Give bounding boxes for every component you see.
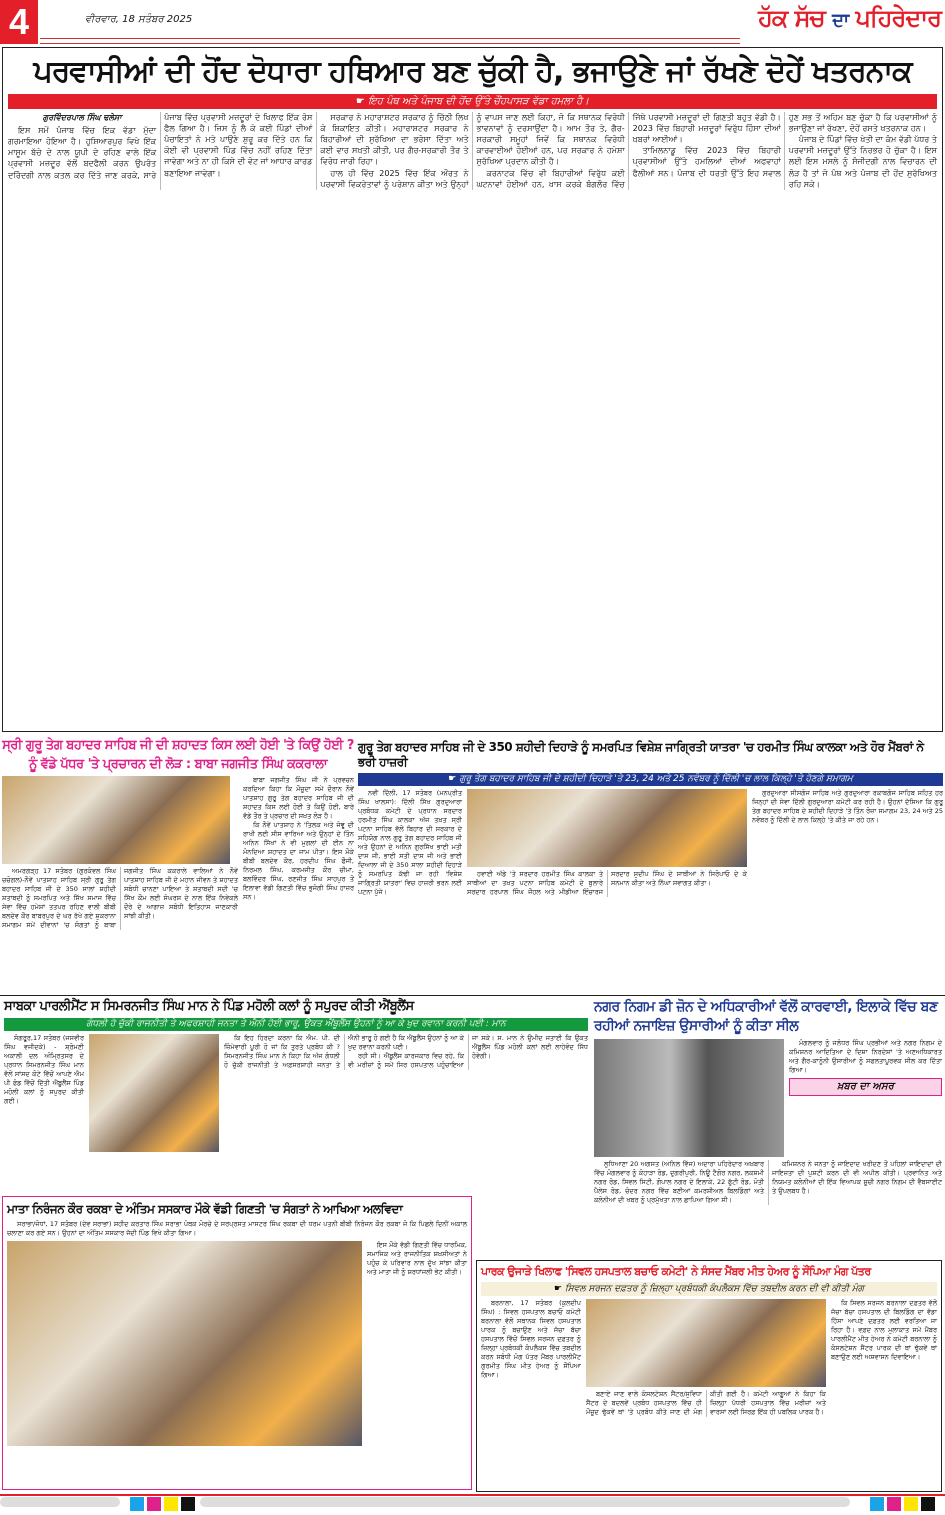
nagar-nigam-article bbox=[594, 998, 942, 1256]
park-strap: ☛ ਸਿਵਲ ਸਰਜਨ ਦਫ਼ਤਰ ਨੂੰ ਜ਼ਿਲ੍ਹਾ ਪ੍ਰਬੰਧਕੀ ਕੰਪਲੈਕਸ ਵਿੱਚ ਤਬਦੀਲ ਕਰਨ ਦੀ ਵੀ ਕੀਤੀ ਮੰਗ bbox=[481, 1282, 937, 1296]
park-article-box bbox=[476, 1260, 942, 1492]
mata-body-b bbox=[367, 1241, 467, 1277]
guru-left-headline-line2: ਨੂੰ ਵੱਡੇ ਪੱਧਰ 'ਤੇ ਪ੍ਰਚਾਰਨ ਦੀ ਲੋੜ : ਬਾਬਾ ਜਗਜੀਤ ਸਿੰਘ ਕਕਰਾਲਾ bbox=[28, 757, 328, 772]
paragraph: ਮੰਗਲਵਾਰ ਨੂੰ ਜਲੰਧਰ ਸਿੰਘ ਪ੍ਰਭੀਆਂ ਅਤੇ ਨਗਰ ਨਿਗਮ ਦੇ ਕਮਿਸ਼ਨਰ ਆਦਿਤਿਆ ਦੇ ਦਿਸ਼ਾ ਨਿਰਦੇਸ਼ਾਂ 'ਤੇ ਅਣਅਧਿਕਾਰਤ ਅਤੇ ਗੈਰ-ਕਾਨੂੰਨੀ ਉਸਾਰੀਆਂ ਨੂੰ ਸਫਲਤਾਪੂਰਵਕ ਸੀਲ ਕਰ ਦਿੱਤਾ ਗਿਆ। bbox=[789, 1039, 942, 1074]
park-body-b bbox=[586, 1390, 826, 1417]
footer-bar bbox=[0, 1497, 120, 1507]
mata-article-box bbox=[2, 1196, 472, 1490]
park-body-c bbox=[831, 1299, 937, 1362]
paragraph: ਪੰਜਾਬ ਦੇ ਪਿੰਡਾਂ ਵਿੱਚ ਖੇਤੀ ਦਾ ਕੰਮ ਵੱਡੀ ਪੱਧਰ ਤੇ ਪਰਵਾਸੀ ਮਜ਼ਦੂਰਾਂ ਉੱਤੇ ਨਿਰਭਰ ਹੋ ਚੁੱਕਾ ਹੈ। ਇਸ ਲਈ ਇਸ ਮਸਲੇ ਨੂੰ ਸੰਜੀਦਗੀ ਨਾਲ ਵਿਚਾਰਨ ਦੀ ਲੋੜ ਹੈ ਤਾਂ ਜੋ ਪੰਥ ਅਤੇ ਪੰਜਾਬ ਦੀ ਹੋਂਦ ਸੁਰੱਖਿਅਤ ਰਹਿ ਸਕੇ। bbox=[788, 134, 937, 189]
news-impact-label: ਖ਼ਬਰ ਦਾ ਅਸਰ bbox=[789, 1078, 942, 1096]
guru-right-body-a bbox=[358, 789, 462, 897]
ambulance-body-b bbox=[224, 1034, 588, 1070]
paragraph: ਕਿ ਨੌਵੇਂ ਪਾਤਸ਼ਾਹ ਨੇ 'ਤਿਲਕ ਅਤੇ ਜੰਞੂ ਦੀ ਰਾਖੀ ਲਈ ਸੀਸ ਵਾਰਿਆ ਅਤੇ ਉਨ੍ਹਾਂ ਦੇ ਤਿੰਨ ਅਨਿਨ ਸਿੱਖਾਂ ਨੇ ਵੀ ਮੁਗਲਾਂ ਦੀ ਈਨ ਨਾ ਮੰਨਦਿਆ ਸ਼ਹਾਦਤ ਦਾ ਜਾਮ ਪੀਤਾ। ਇਸ ਮੌਕੇ ਬੀਬੀ ਬਲਦੇਵ ਕੌਰ, ਹਰਦੀਪ ਸਿੰਘ ਫੌਜੀ, ਨਿਰਮਲ ਸਿੰਘ, ਕਰਮਜੀਤ ਕੌਰ ਚੀਮਾ, ਬਲਵਿੰਦਰ ਸਿੰਘ, ਰਣਜੀਤ ਸਿੰਘ ਸਾਹਪੁਰ ਤੋਂ ਇਲਾਵਾ ਵੱਡੀ ਗਿਣਤੀ ਵਿੱਚ ਭੁਜੰਗੀ ਸਿੰਘ ਹਾਜ਼ਰ ਸਨ। bbox=[243, 821, 354, 901]
guru-right-photo bbox=[467, 789, 747, 867]
lead-body bbox=[8, 112, 937, 190]
paragraph: ਨਵੀਂ ਦਿੱਲੀ, 17 ਸਤੰਬਰ (ਮਨਪ੍ਰੀਤ ਸਿੰਘ ਖਾਲਸਾ): ਦਿੱਲੀ ਸਿੱਖ ਗੁਰਦੁਆਰਾ ਪ੍ਰਬੰਧਕ ਕਮੇਟੀ ਦੇ ਪ੍ਰਧਾਨ ਸਰਦਾਰ ਹਰਮੀਤ ਸਿੰਘ ਕਾਲਕਾ ਅੱਜ ਤਖ਼ਤ ਸ੍ਰੀ ਪਟਨਾ ਸਾਹਿਬ ਵੱਲੋਂ ਬਿਹਾਰ ਦੀ ਸਰਕਾਰ ਦੇ ਸਹਿਯੋਗ ਨਾਲ ਗੁਰੂ ਤੇਗ ਬਹਾਦਰ ਸਾਹਿਬ ਜੀ ਅਤੇ ਉਹਨਾਂ ਦੇ ਅਨਿਨ ਗੁਰਸਿੱਖ ਭਾਈ ਮਤੀ ਦਾਸ ਜੀ, ਭਾਈ ਸਤੀ ਦਾਸ ਜੀ ਅਤੇ ਭਾਈ ਦਿਆਲਾ ਜੀ ਦੇ 350 ਸਾਲਾ ਸ਼ਹੀਦੀ ਦਿਹਾੜੇ ਨੂੰ ਸਮਰਪਿਤ ਕੱਢੀ ਜਾ ਰਹੀ 'ਵਿਸ਼ੇਸ਼ ਜਾਗ੍ਰਿਤੀ ਯਾਤਰਾ' ਵਿਚ ਹਾਜ਼ਰੀ ਭਰਨ ਲਈ ਪਟਨਾ ਪੁੱਜੇ। bbox=[358, 789, 462, 896]
lead-strap: ☛ ਇਹ ਪੰਥ ਅਤੇ ਪੰਜਾਬ ਦੀ ਹੋਂਦ ਉੱਤੇ ਚੌਂਹਪਾਸੜ ਵੱਡਾ ਹਮਲਾ ਹੈ। bbox=[8, 94, 937, 109]
park-headline: ਪਾਰਕ ਉਜਾੜੇ ਖਿਲਾਫ 'ਸਿਵਲ ਹਸਪਤਾਲ ਬਚਾਓ ਕਮੇਟੀ' ਨੇ ਸੰਸਦ ਮੈਂਬਰ ਮੀਤ ਹੇਅਰ ਨੂੰ ਸੌਂਪਿਆ ਮੰਗ ਪੱਤਰ bbox=[481, 1265, 871, 1278]
issue-date: ਵੀਰਵਾਰ, 18 ਸਤੰਬਰ 2025 bbox=[85, 14, 193, 25]
nagar-nigam-photo bbox=[594, 1039, 784, 1157]
guru-left-body-b bbox=[243, 776, 354, 902]
paragraph: ਰਹੀ ਸੀ। ਐਂਬੂਲੈਂਸ ਕਾਰਜਕਾਰ ਵਿਚ ਰਹੇ, ਕਿ ਵੀ ਮਰੀਜ਼ਾਂ ਨੂੰ ਸਮੇਂ ਸਿਰ ਹਸਪਤਾਲ ਪਹੁੰਚਾਇਆ ਜਾ ਸਕੇ। ਸ. ਮਾਨ ਨੇ ਉਮੀਦ ਜਤਾਈ ਕਿ ਉਕਤ ਐਂਬੂਲੈਂਸ ਪਿੰਡ ਮਹੋਲੀ ਕਲਾਂ ਲਈ ਲਾਹੇਵੰਦ ਸਿੱਧ ਹੋਵੇਗੀ। bbox=[348, 1034, 588, 1069]
nagar-nigam-body-b bbox=[594, 1160, 942, 1205]
guru-right-strap: ☛ ਗੁਰੂ ਤੇਗ ਬਹਾਦਰ ਸਾਹਿਬ ਜੀ ਦੇ ਸ਼ਹੀਦੀ ਦਿਹਾੜੇ 'ਤੇ 23, 24 ਅਤੇ 25 ਨਵੰਬਰ ਨੂੰ ਦਿੱਲੀ 'ਚ ਲਾਲ ਕਿਲ੍ਹੇ 'ਤੇ ਹੋਣਗੇ ਸਮਾਗਮ bbox=[358, 773, 943, 786]
guru-right-article bbox=[358, 740, 943, 993]
page-number: 4 bbox=[0, 0, 38, 44]
lead-byline: ਗੁਰਵਿੰਦਰਪਾਲ ਸਿੰਘ ਢਲੇਸਾ bbox=[42, 112, 122, 122]
paragraph: ਤਾਮਿਲਨਾਡੂ ਵਿੱਚ 2023 ਵਿੱਚ ਬਿਹਾਰੀ ਪ੍ਰਵਾਸੀਆਂ ਉੱਤੇ ਹਮਲਿਆਂ ਦੀਆਂ ਅਫਵਾਹਾਂ ਫੈਲੀਆਂ ਸਨ। ਪੰਜਾਬ ਦੀ ਧਰਤੀ ਉੱਤੇ ਇਹ ਸਵਾਲ ਹੁਣ ਸਭ ਤੋਂ ਅਹਿਮ ਬਣ ਚੁੱਕਾ ਹੈ ਕਿ ਪਰਵਾਸੀਆਂ ਨੂੰ ਭਜਾਉਣਾ ਜਾਂ ਰੱਖਣਾ, ਦੋਹੇਂ ਰਸਤੇ ਖਤਰਨਾਕ ਹਨ। bbox=[632, 112, 937, 178]
paragraph: ਕਰਨਾਟਕ ਵਿੱਚ ਵੀ ਬਿਹਾਰੀਆਂ ਵਿਰੁੱਧ ਕਈ ਘਟਨਾਵਾਂ ਹੋਈਆਂ ਹਨ, ਖਾਸ ਕਰਕੇ ਬੰਗਲੌਰ ਵਿੱਚ ਜਿੱਥੇ ਪਰਵਾਸੀ ਮਜ਼ਦੂਰਾਂ ਦੀ ਗਿਣਤੀ ਬਹੁਤ ਵੱਡੀ ਹੈ। 2023 ਵਿੱਚ ਬਿਹਾਰੀ ਮਜ਼ਦੂਰਾਂ ਵਿਰੁੱਧ ਹਿੰਸਾ ਦੀਆਂ ਖ਼ਬਰਾਂ ਆਈਆਂ। bbox=[476, 112, 781, 189]
footer-bar bbox=[200, 1497, 850, 1507]
guru-right-body-c bbox=[752, 789, 943, 825]
color-registration-marks bbox=[870, 1496, 938, 1515]
ambulance-photo bbox=[89, 1034, 219, 1152]
paragraph: ਲੁਧਿਆਣਾ 20 ਅਗਸਤ (ਅਨਿਲ ਵਿੱਜ) ਅਦਾਰਾ ਪਹਿਰੇਦਾਰ ਅਖ਼ਬਾਰ ਵਿੱਚ ਮੰਗਲਵਾਰ ਨੂੰ ਕੋਹਾੜਾ ਰੋਡ, ਦੁਗਰੀਪੁਰੀ, ਨਿਊ ਟੈਗੋਰ ਨਗਰ, ਲਕਸ਼ਮੀ ਨਗਰ ਰੋਡ, ਸਿਵਲ ਸਿਟੀ, ਗੋਪਾਲ ਨਗਰ ਦੇ ਇਲਾਕੇ, 22 ਫੁੱਟੀ ਰੋਡ, ਮੋਤੀ ਪੈਲੇਸ ਰੋਡ, ਚੰਦਰ ਨਗਰ ਵਿੱਚ ਬਣੀਆਂ ਕਮਰਸ਼ੀਅਲ ਬਿਲਡਿੰਗਾਂ ਅਤੇ ਕਲੋਨੀਆਂ ਦੀ ਖਬਰ ਨੂੰ ਪ੍ਰਮੁੱਖਤਾ ਨਾਲ ਛਾਪਿਆ ਗਿਆ ਸੀ। bbox=[594, 1160, 764, 1204]
guru-left-headline-line1: ਸ੍ਰੀ ਗੁਰੂ ਤੇਗ ਬਹਾਦਰ ਸਾਹਿਬ ਜੀ ਦੀ ਸ਼ਹਾਦਤ ਕਿਸ ਲਈ ਹੋਈ 'ਤੇ ਕਿਉਂ ਹੋਈ ? bbox=[2, 738, 354, 753]
logo-part-3: ਪਹਿਰੇਦਾਰ bbox=[855, 4, 941, 32]
ambulance-strap: ਗੰਧਲੀ ਹੋ ਚੁੱਕੀ ਰਾਜਨੀਤੀ ਤੇ ਅਫਰਸ਼ਾਹੀ ਜਨਤਾ ਤੇ ਐਨੀ ਹੋਈ ਭਾਰੂ, ਉਕਤ ਐਂਬੂਲੈਂਸ ਉਹਨਾਂ ਨੂੰ ਆ ਕੇ ਖੁਦ ਰਵਾਨਾ ਕਰਨੀ ਪਈ : ਮਾਨ bbox=[4, 1018, 588, 1031]
park-body-a bbox=[481, 1299, 581, 1380]
logo-part-1: ਹੱਕ ਸੱਚ bbox=[758, 4, 825, 32]
paragraph: ਗੁਰਦੁਆਰਾ ਸੀਸਗੰਜ ਸਾਹਿਬ ਅਤੇ ਗੁਰਦੁਆਰਾ ਰਕਾਬਗੰਜ ਸਾਹਿਬ ਸਹਿਤ ਹਰ ਜਿਨ੍ਹਾਂ ਦੀ ਸੇਵਾ ਦਿੱਲੀ ਗੁਰਦੁਆਰਾ ਕਮੇਟੀ ਕਰ ਰਹੀ ਹੈ। ਉਹਨਾਂ ਦੱਸਿਆ ਕਿ ਗੁਰੂ ਤੇਗ ਬਹਾਦਰ ਸਾਹਿਬ ਦੇ ਸ਼ਹੀਦੀ ਦਿਹਾੜੇ 'ਤੇ ਤਿੰਨ ਰੋਜ਼ਾ ਸਮਾਗਮ 23, 24 ਅਤੇ 25 ਨਵੰਬਰ ਨੂੰ ਦਿੱਲੀ ਦੇ ਲਾਲ ਕਿਲ੍ਹੇ 'ਤੇ ਕੀਤੇ ਜਾ ਰਹੇ ਹਨ। bbox=[752, 789, 943, 824]
color-registration-marks bbox=[130, 1496, 198, 1515]
paragraph: ਅਮਰਗੜ੍ਹ 17 ਸਤੰਬਰ (ਗੁਰਕੰਵਲ ਸਿੰਘ ਚਚੋਗਲ)-ਨੌਵੇਂ ਪਾਤਸ਼ਾਹ ਸਾਹਿਬ ਸ੍ਰੀ ਗੁਰੂ ਤੇਗ ਬਹਾਦਰ ਸਾਹਿਬ ਜੀ ਦੇ 350 ਸਾਲਾਂ ਸ਼ਹੀਦੀ ਸ਼ਤਾਬਦੀ ਨੂੰ ਸਮਰਪਿਤ ਅਤੇ ਸਿੱਖ ਸਮਾਜ ਵਿੱਚ ਸੇਵਾ ਵਿੱਚ ਹਮੇਸ਼ਾਂ ਤਤਪਰ ਰਹਿਣ ਵਾਲੀ ਬੀਬੀ ਬਲਦੇਵ ਕੌਰ ਬਾਬਰਪੁਰ ਦੇ ਘਰ ਰੱਖੇ ਗਏ ਸ਼ੁਕਰਾਨਾ ਸਮਾਗਮ ਸਮੇਂ ਦੀਵਾਨਾਂ 'ਚ ਸੰਗਤਾਂ ਨੂੰ ਬਾਬਾ ਜਗਜੀਤ ਸਿੰਘ ਕਕਰਾਲੇ ਵਾਲਿਆਂ ਨੇ ਨੌਵੇਂ ਪਾਤਸ਼ਾਹ ਸਾਹਿਬ ਜੀ ਦੇ ਮਹਾਨ ਜੀਵਨ ਤੇ ਸ਼ਹਾਦਤ ਸਬੰਧੀ ਚਾਨਣਾ ਪਾਇਆ ਤੇ ਸ਼ਤਾਬਦੀ ਸਦੀ 'ਚ ਸਿੱਖ ਕੌਮ ਲਈ ਸੰਘਰਸ਼ ਦੇ ਨਾਲ ਇੱਕ ਨਿਵੇਕਲੇ ਦੌਰੇ ਦੇ ਆਗਾਜ਼ ਸਬੰਧੀ ਇਤਿਹਾਸ ਜਾਣਕਾਰੀ ਸਾਂਝੀ ਕੀਤੀ। bbox=[2, 867, 238, 929]
guru-left-body-a bbox=[2, 867, 238, 930]
paragraph: ਹਾਲ ਹੀ ਵਿੱਚ 2025 ਵਿੱਚ ਇੱਕ ਔਰਤ ਨੇ ਪਰਵਾਸੀ ਵਿਕਰੇਤਾਵਾਂ ਨੂੰ ਪਰੇਸ਼ਾਨ ਕੀਤਾ ਅਤੇ ਉਨ੍ਹਾਂ ਨੂੰ ਵਾਪਸ ਜਾਣ ਲਈ ਕਿਹਾ, ਜੋ ਕਿ ਸਥਾਨਕ ਵਿਰੋਧੀ ਭਾਵਨਾਵਾਂ ਨੂੰ ਦਰਸਾਉਂਦਾ ਹੈ। ਆਮ ਤੌਰ ਤੇ, ਗੈਰ-ਸਰਕਾਰੀ ਸਮੂਹਾਂ ਜਿਵੇਂ ਕਿ ਸਥਾਨਕ ਵਿਰੋਧੀ ਕਾਰਵਾਈਆਂ ਹੋਈਆਂ ਹਨ, ਪਰ ਸਰਕਾਰ ਨੇ ਹਮੇਸ਼ਾ ਸੁਰੱਖਿਆ ਪ੍ਰਦਾਨ ਕੀਤੀ ਹੈ। bbox=[320, 112, 625, 189]
mata-body-a bbox=[7, 1220, 467, 1238]
guru-left-photo bbox=[2, 776, 230, 864]
guru-right-headline: ਗੁਰੂ ਤੇਗ ਬਹਾਦਰ ਸਾਹਿਬ ਜੀ ਦੇ 350 ਸ਼ਹੀਦੀ ਦਿਹਾੜੇ ਨੂੰ ਸਮਰਪਿਤ ਵਿਸ਼ੇਸ਼ ਜਾਗ੍ਰਿਤੀ ਯਾਤਰਾ 'ਚ ਹਰਮੀਤ ਸਿੰਘ ਕਾਲਕਾ ਅਤੇ ਹੋਰ ਮੈਂਬਰਾਂ ਨੇ ਭਰੀ ਹਾਜ਼ਰੀ bbox=[358, 740, 924, 769]
mata-photo bbox=[7, 1241, 362, 1446]
paragraph: ਹਵਾਈ ਅੱਡੇ 'ਤੇ ਸਰਦਾਰ ਹਰਮੀਤ ਸਿੰਘ ਕਾਲਕਾ ਤੇ ਸਾਥੀਆਂ ਦਾ ਤਖ਼ਤ ਪਟਨਾ ਸਾਹਿਬ ਕਮੇਟੀ ਦੇ ਬੁਲਾਰੇ ਸਰਦਾਰ ਹਰਪਾਲ ਸਿੰਘ ਜੌਹਲ ਅਤੇ ਮੀਡੀਆ ਇੰਚਾਰਜ ਸਰਦਾਰ ਸੁਦੀਪ ਸਿੰਘ ਦੇ ਸਾਥੀਆਂ ਨੇ ਸਿਰੋਪਾਓ ਦੇ ਕੇ ਸਨਮਾਨ ਕੀਤਾ ਅਤੇ ਨਿੱਘਾ ਸਵਾਗਤ ਕੀਤਾ। bbox=[467, 870, 747, 896]
masthead-rule bbox=[40, 38, 740, 44]
paragraph: ਬਣਾਏ ਜਾਣ ਵਾਲੇ ਕੰਸਲਟੇਸ਼ਨ ਸੈਂਟਰ/ਸੁਵਿਧਾ ਸੈਂਟਰ ਦੇ ਬਦਲਵੇਂ ਪ੍ਰਬੰਧ ਹਸਪਤਾਲ ਵਿੱਚ ਹੀ ਮੌਜੂਦ ਢੁੱਕਵੇਂ ਥਾਂ 'ਤੇ ਪ੍ਰਬੰਧ ਕੀਤੇ ਜਾਣ ਦੀ ਮੰਗ ਕੀਤੀ ਗਈ ਹੈ। ਕਮੇਟੀ ਆਗੂਆਂ ਨੇ ਕਿਹਾ ਕਿ ਜ਼ਿਲ੍ਹਾ ਪੱਧਰੀ ਹਸਪਤਾਲ ਵਿੱਚ ਮਰੀਜ਼ਾਂ ਅਤੇ ਵਾਰਸਾਂ ਲਈ ਸਿਰਫ਼ ਇੱਕ ਹੀ ਪਬਲਿਕ ਪਾਰਕ ਹੈ। bbox=[586, 1390, 826, 1416]
ambulance-headline: ਸਾਬਕਾ ਪਾਰਲੀਮੈਂਟ ਸ ਸਿਮਰਨਜੀਤ ਸਿੰਘ ਮਾਨ ਨੇ ਪਿੰਡ ਮਹੋਲੀ ਕਲਾਂ ਨੂੰ ਸਪੁਰਦ ਕੀਤੀ ਐਂਬੂਲੈਂਸ bbox=[4, 999, 414, 1014]
nagar-nigam-headline: ਨਗਰ ਨਿਗਮ ਡੀ ਜ਼ੋਨ ਦੇ ਅਧਿਕਾਰੀਆਂ ਵੱਲੋਂ ਕਾਰਵਾਈ, ਇਲਾਕੇ ਵਿੱਚ ਬਣ ਰਹੀਆਂ ਨਜਾਇਜ਼ ਉਸਾਰੀਆਂ ਨੂੰ ਕੀਤਾ ਸੀਲ bbox=[594, 999, 938, 1034]
park-photo bbox=[586, 1299, 826, 1387]
paragraph: ਸੰਗਰੂਰ,17 ਸਤੰਬਰ (ਜਸਵੀਰ ਸਿੰਘ ਵਜੀਦਕੇ) - ਸ਼੍ਰੋਮਣੀ ਅਕਾਲੀ ਦਲ ਅੰਮ੍ਰਿਤਸਰ ਦੇ ਪ੍ਰਧਾਨ ਸਿਮਰਨਜੀਤ ਸਿੰਘ ਮਾਨ ਵੱਲੋਂ ਸਾਂਸਦ ਕੋਟੇ ਵਿੱਚੋਂ ਆਪਣੇ ਐਮ ਪੀ ਫੰਡ ਵਿੱਚੋਂ ਦਿੱਤੀ ਐਂਬੂਲੈਂਸ ਪਿੰਡ ਮਹੋਲੀ ਕਲਾਂ ਨੂੰ ਸਪੁਰਦ ਕੀਤੀ ਗਈ। bbox=[4, 1034, 84, 1105]
guru-left-article bbox=[2, 738, 354, 993]
paragraph: ਸਰਾਭਾ/ਜੋਧਾਂ, 17 ਸਤੰਬਰ (ਦੇਵ ਸਰਾਭਾ) ਸ਼ਹੀਦ ਕਰਤਾਰ ਸਿੰਘ ਸਰਾਭਾ ਪੰਥਕ ਮੋਰਚੇ ਦੇ ਸਰਪ੍ਰਸਤ ਮਾਸਟਰ ਸਿੰਘ ਰਕਬਾ ਦੀ ਧਰਮ ਪਤਨੀ ਬੀਬੀ ਨਿਰੰਜਨ ਕੌਰ ਰਕਬਾ ਜੋ ਕਿ ਪਿਛਲੇ ਦਿਨੀਂ ਅਕਾਲ ਚਲਾਣਾ ਕਰ ਗਏ ਸਨ। ਉਹਨਾਂ ਦਾ ਅੰਤਿਮ ਸਸਕਾਰ ਜੱਦੀ ਪਿੰਡ ਵਿਖੇ ਕੀਤਾ ਗਿਆ। bbox=[7, 1220, 467, 1237]
paragraph: ਬਰਨਾਲਾ, 17 ਸਤੰਬਰ (ਕੁਲਦੀਪ ਸਿੰਘ) : ਸਿਵਲ ਹਸਪਤਾਲ ਬਚਾਓ ਕਮੇਟੀ ਬਰਨਾਲਾ ਵੱਲੋਂ ਸਥਾਨਕ ਸਿਵਲ ਹਸਪਤਾਲ ਪਾਰਕ ਨੂੰ ਬਚਾਉਣ ਅਤੇ ਜੱਚਾ ਬੱਚਾ ਹਸਪਤਾਲ ਵਿੱਚੋਂ ਸਿਵਲ ਸਰਜਨ ਦਫ਼ਤਰ ਨੂੰ ਜ਼ਿਲ੍ਹਾ ਪ੍ਰਬੰਧਕੀ ਕੰਪਲੈਕਸ ਵਿੱਚ ਤਬਦੀਲ ਕਰਨ ਸਬੰਧੀ ਮੰਗ ਪੱਤਰ ਮੈਂਬਰ ਪਾਰਲੀਮੈਂਟ ਗੁਰਮੀਤ ਸਿੰਘ ਮੀਤ ਹੇਅਰ ਨੂੰ ਸੌਂਪਿਆ ਗਿਆ। bbox=[481, 1299, 581, 1379]
paragraph: ਕਮਿਸ਼ਨਰ ਨੇ ਜਨਤਾ ਨੂੰ ਜਾਇਦਾਦ ਖਰੀਦਣ ਤੋਂ ਪਹਿਲਾਂ ਜਾਇਦਾਦਾਂ ਦੀ ਜਾਇਜ਼ਤਾ ਦੀ ਪੁਸ਼ਟੀ ਕਰਨ ਦੀ ਵੀ ਅਪੀਲ ਕੀਤੀ। ਪ੍ਰਵਾਨਿਤ ਅਤੇ ਨਿਯਮਤ ਕਲੋਨੀਆਂ ਦੀ ਇੱਕ ਵਿਆਪਕ ਸੂਚੀ ਨਗਰ ਨਿਗਮ ਦੀ ਵੈਬਸਾਈਟ ਤੇ ਉਪਲਬਧ ਹੈ। bbox=[772, 1160, 942, 1195]
lead-article-box bbox=[2, 47, 943, 732]
paragraph: ਬਾਬਾ ਜਗਜੀਤ ਸਿੰਘ ਜੀ ਨੇ ਪ੍ਰਵਚਨ ਕਰਦਿਆ ਕਿਹਾ ਕਿ ਮੌਜੂਦਾ ਸਮੇਂ ਦੌਰਾਨ ਨੌਵੇਂ ਪਾਤਸ਼ਾਹ ਗੁਰੂ ਤੇਗ ਬਹਾਦਰ ਸਾਹਿਬ ਜੀ ਦੀ ਸ਼ਹਾਦਤ ਕਿਸ ਲਈ ਹੋਈ ਤੇ ਕਿਉਂ ਹੋਈ, ਬਾਰੇ ਵੱਡੇ ਤੌਰ ਤੇ ਪ੍ਰਚਾਰ ਦੀ ਸਖ਼ਤ ਲੋੜ ਹੈ। bbox=[243, 776, 354, 820]
guru-right-body-b bbox=[467, 870, 747, 897]
ambulance-article bbox=[4, 998, 588, 1192]
paragraph: ਕਿ ਸਿਵਲ ਸਰਜਨ ਬਰਨਾਲਾ ਦਫ਼ਤਰ ਵੱਲੋਂ ਜੱਚਾ ਬੱਚਾ ਹਸਪਤਾਲ ਦੀ ਬਿਲਡਿੰਗ ਦਾ ਵੱਡਾ ਹਿੱਸਾ ਆਪਣੇ ਦਫ਼ਤਰ ਲਈ ਵਰਤਿਆ ਜਾ ਰਿਹਾ ਹੈ। ਵਫ਼ਦ ਨਾਲ ਮੁਲਾਕਾਤ ਸਮੇਂ ਮੈਂਬਰ ਪਾਰਲੀਮੈਂਟ ਮੀਤ ਹੇਅਰ ਨੇ ਕਮੇਟੀ ਬਰਨਾਲਾ ਨੂੰ ਕੰਸਲਟੇਸ਼ਨ ਸੈਂਟਰ ਪਾਰਕ ਦੀ ਥਾਂ ਢੁੱਕਵੇਂ ਥਾਂ ਬਣਾਉਣ ਲਈ ਅਸ਼ਵਾਸਨ ਦਿਵਾਇਆ। bbox=[831, 1299, 937, 1361]
paragraph: ਇਸ ਮੌਕੇ ਵੱਡੀ ਗਿਣਤੀ ਵਿੱਚ ਧਾਰਮਿਕ, ਸਮਾਜਿਕ ਅਤੇ ਰਾਜਨੀਤਿਕ ਸ਼ਖ਼ਸੀਅਤਾਂ ਨੇ ਪਹੁੰਚ ਕੇ ਪਰਿਵਾਰ ਨਾਲ ਦੁੱਖ ਸਾਂਝਾ ਕੀਤਾ ਅਤੇ ਮਾਤਾ ਜੀ ਨੂੰ ਸ਼ਰਧਾਂਜਲੀ ਭੇਟ ਕੀਤੀ। bbox=[367, 1241, 467, 1276]
paragraph: ਇਸ ਸਮੇਂ ਪੰਜਾਬ ਵਿੱਚ ਇਕ ਵੱਡਾ ਮੁੱਦਾ ਗਰਮਾਇਆ ਹੋਇਆ ਹੈ। ਹੁਸ਼ਿਆਰਪੁਰ ਵਿਖੇ ਇੱਕ ਮਾਸੂਮ ਬੱਚੇ ਦੇ ਨਾਲ ਯੂਪੀ ਦੇ ਰਹਿਣ ਵਾਲੇ ਇੱਕ ਪ੍ਰਵਾਸੀ ਮਜ਼ਦੂਰ ਵੱਲੋਂ ਬਦਫੈਲੀ ਕਰਨ ਉਪਰੰਤ ਦਰਿੰਦਗੀ ਨਾਲ ਕਤਲ ਕਰ ਦਿੱਤੇ ਜਾਣ ਕਰਕੇ, ਸਾਰੇ ਪੰਜਾਬ ਵਿੱਚ ਪ੍ਰਵਾਸੀ ਮਜ਼ਦੂਰਾਂ ਦੇ ਖਿਲਾਫ ਇੱਕ ਰੋਸ ਫੈਲ ਗਿਆ ਹੈ। ਜਿਸ ਨੂੰ ਲੈ ਕੇ ਕਈ ਪਿੰਡਾਂ ਦੀਆਂ ਪੰਚਾਇਤਾਂ ਨੇ ਮਤੇ ਪਾਉਣੇ ਸ਼ੁਰੂ ਕਰ ਦਿੱਤੇ ਹਨ ਕਿ ਕੋਈ ਵੀ ਪ੍ਰਵਾਸੀ ਪਿੰਡ ਵਿੱਚ ਨਹੀਂ ਰਹਿਣ ਦਿੱਤਾ ਜਾਵੇਗਾ ਅਤੇ ਨਾ ਹੀ ਕਿਸੇ ਦੀ ਵੋਟ ਜਾਂ ਆਧਾਰ ਕਾਰਡ ਬਣਾਇਆ ਜਾਵੇਗਾ। bbox=[8, 112, 313, 180]
section-divider bbox=[0, 995, 945, 996]
nagar-nigam-body-a bbox=[789, 1039, 942, 1075]
paragraph: ਕਿ ਇਹ ਹਿਰਦਾ ਕਰਨਾ ਕਿ ਐਮ. ਪੀ. ਦੀ ਜ਼ਿੰਮੇਵਾਰੀ ਪੂਰੀ ਹੋ ਜਾਂ ਕਿ ਤੁਰਤੇ ਪ੍ਰਬੰਧ ਕੀ ? ਸਿਮਰਨਜੀਤ ਸਿੰਘ ਮਾਨ ਨੇ ਕਿਹਾ ਕਿ ਅੱਜ ਗੰਧਲੀ ਹੋ ਚੁੱਕੀ ਰਾਜਨੀਤੀ ਤੇ ਅਫ਼ਸਰਸ਼ਾਹੀ ਜਨਤਾ ਤੇ ਐਨੀ ਭਾਰੂ ਹੋ ਗਈ ਹੈ ਕਿ ਐਂਬੂਲੈਂਸ ਉਹਨਾਂ ਨੂੰ ਆ ਕੇ ਖੁਦ ਰਵਾਨਾ ਕਰਨੀ ਪਈ। bbox=[224, 1034, 464, 1069]
lead-headline: ਪਰਵਾਸੀਆਂ ਦੀ ਹੋਂਦ ਦੋਧਾਰਾ ਹਥਿਆਰ ਬਣ ਚੁੱਕੀ ਹੈ, ਭਜਾਉਣੇ ਜਾਂ ਰੱਖਣੇ ਦੋਹੇਂ ਖਤਰਨਾਕ bbox=[33, 54, 912, 89]
mata-headline: ਮਾਤਾ ਨਿਰੰਜਨ ਕੌਰ ਰਕਬਾ ਦੇ ਅੰਤਿਮ ਸਸਕਾਰ ਮੌਕੇ ਵੱਡੀ ਗਿਣਤੀ 'ਚ ਸੰਗਤਾਂ ਨੇ ਆਖਿਆ ਅਲਵਿਦਾ bbox=[7, 1202, 403, 1216]
newspaper-logo bbox=[758, 4, 941, 32]
paragraph: ਸਰਕਾਰ ਨੇ ਮਹਾਰਾਸ਼ਟਰ ਸਰਕਾਰ ਨੂੰ ਚਿੱਠੀ ਲਿਖ ਕੇ ਸ਼ਿਕਾਇਤ ਕੀਤੀ। ਮਹਾਰਾਸ਼ਟਰ ਸਰਕਾਰ ਨੇ ਬਿਹਾਰੀਆਂ ਦੀ ਸੁਰੱਖਿਆ ਦਾ ਭਰੋਸਾ ਦਿੱਤਾ ਅਤੇ ਕਈ ਵਾਰ ਸਖ਼ਤੀ ਕੀਤੀ, ਪਰ ਗੈਰ-ਸਰਕਾਰੀ ਤੌਰ ਤੇ ਵਿਰੋਧ ਜਾਰੀ ਰਿਹਾ। bbox=[320, 112, 469, 167]
logo-part-2: ਦਾ bbox=[832, 10, 849, 31]
ambulance-body-a bbox=[4, 1034, 84, 1106]
